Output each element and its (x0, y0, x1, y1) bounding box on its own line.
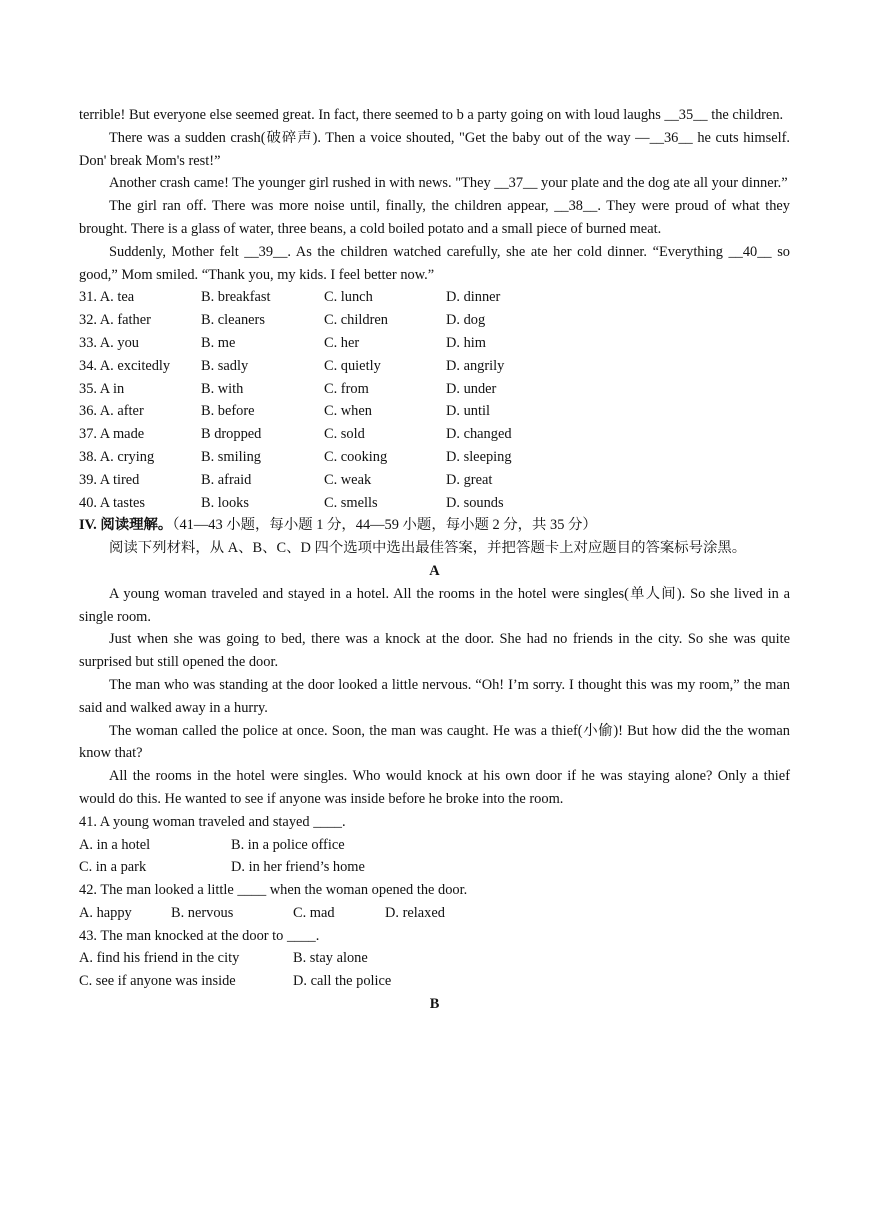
section-iv-instruction: 阅读下列材料，从 A、B、C、D 四个选项中选出最佳答案，并把答题卡上对应题目的答案标号涂黑。 (109, 540, 747, 557)
option-b: B. looks (201, 494, 249, 511)
option-c: C. cooking (324, 448, 388, 465)
answer-d: D. call the police (293, 973, 392, 990)
option-d: D. dinner (446, 289, 501, 306)
question-stem: 42. The man looked a little ____ when the woman opened the door. (79, 882, 468, 899)
option-row-37 (79, 423, 790, 446)
option-d: D. changed (446, 426, 512, 443)
option-row-35 (79, 378, 790, 401)
option-c: C. when (324, 403, 372, 420)
option-c: C. smells (324, 494, 378, 511)
section-iv-title: IV. 阅读理解。 (79, 517, 173, 534)
question-stem: 41. A young woman traveled and stayed ____. (79, 813, 346, 830)
option-c: C. children (324, 312, 388, 329)
cloze-passage-end (79, 104, 790, 286)
option-a: 37. A made (79, 426, 145, 443)
option-a: 32. A. father (79, 312, 151, 329)
option-row-40 (79, 492, 790, 515)
answer-a: A. in a hotel (79, 836, 151, 853)
answer-c: C. mad (293, 904, 335, 921)
option-a: 34. A. excitedly (79, 357, 171, 374)
question-stem: 43. The man knocked at the door to ____. (79, 927, 320, 944)
option-row-34 (79, 355, 790, 378)
option-d: D. until (446, 403, 490, 420)
passage-paragraph: The man who was standing at the door looked a little nervous. “Oh! I’m sorry. I thought this was my room,” the man said and walked away in a hurry. (79, 676, 790, 716)
option-b: B. with (201, 380, 244, 397)
option-a: 40. A tastes (79, 494, 145, 511)
question-43 (79, 925, 790, 993)
option-a: 31. A. tea (79, 289, 135, 306)
passage-a (79, 583, 790, 811)
passage-a-label: A (429, 562, 440, 579)
option-c: C. quietly (324, 357, 381, 374)
option-c: C. sold (324, 426, 365, 443)
option-b: B. cleaners (201, 312, 265, 329)
cloze-paragraph: Suddenly, Mother felt __39__. As the children watched carefully, she ate her cold dinner. “Everything __40__ so good,” Mom smiled. “Thank you, my kids. I feel better now.” (79, 243, 790, 283)
option-a: 36. A. after (79, 403, 144, 420)
option-b: B. before (201, 403, 255, 420)
answer-d: D. in her friend’s home (231, 859, 365, 876)
cloze-paragraph: The girl ran off. There was more noise until, finally, the children appear, __38__. They were proud of what they brought. There is a glass of water, three beans, a cold boiled potato and a small piece of burned meat. (79, 198, 790, 237)
option-b: B. afraid (201, 471, 252, 488)
passage-paragraph: The woman called the police at once. Soon, the man was caught. He was a thief(小偷)! But how did the the woman know that? (79, 722, 790, 762)
option-d: D. sleeping (446, 448, 512, 465)
answer-c: C. in a park (79, 859, 147, 876)
answer-b: B. nervous (171, 904, 234, 921)
option-b: B. sadly (201, 357, 249, 374)
answer-row (79, 856, 790, 879)
passage-paragraph: A young woman traveled and stayed in a hotel. All the rooms in the hotel were singles(单人间). So she lived in a single room. (79, 585, 790, 625)
answer-row (79, 902, 790, 925)
option-row-32 (79, 309, 790, 332)
answer-a: A. happy (79, 904, 132, 921)
cloze-paragraph: Another crash came! The younger girl rushed in with news. "They __37__ your plate and the dog ate all your dinner.” (109, 175, 788, 192)
answer-c: C. see if anyone was inside (79, 973, 236, 990)
option-d: D. him (446, 334, 486, 351)
option-a: 35. A in (79, 380, 125, 397)
question-42 (79, 879, 790, 925)
exam-page (79, 104, 790, 1016)
answer-row (79, 834, 790, 857)
question-41 (79, 811, 790, 879)
answer-b: B. in a police office (231, 836, 345, 853)
passage-b-label: B (429, 996, 440, 1013)
option-d: D. angrily (446, 357, 505, 374)
option-c: C. lunch (324, 289, 373, 306)
option-d: D. great (446, 471, 493, 488)
option-b: B. smiling (201, 448, 261, 465)
option-c: C. her (324, 334, 360, 351)
option-row-31 (79, 286, 790, 309)
option-row-33 (79, 332, 790, 355)
answer-d: D. relaxed (385, 904, 445, 921)
answer-b: B. stay alone (293, 950, 368, 967)
cloze-paragraph: There was a sudden crash(破碎声). Then a voice shouted, "Get the baby out of the way —__36__ he cuts himself. Don' break Mom's rest!” (79, 129, 790, 169)
option-row-38 (79, 446, 790, 469)
option-b: B. breakfast (201, 289, 271, 306)
option-b: B. me (201, 334, 236, 351)
answer-row (79, 970, 790, 993)
option-d: D. dog (446, 312, 486, 329)
option-row-39 (79, 469, 790, 492)
option-row-36 (79, 400, 790, 423)
option-a: 33. A. you (79, 334, 139, 351)
answer-row (79, 947, 790, 970)
section-iv-heading (79, 514, 790, 537)
passage-paragraph: All the rooms in the hotel were singles. Who would knock at his own door if he was staying alone? Only a thief would do this. He wanted to see if anyone was inside before he broke into the room. (79, 768, 790, 807)
passage-paragraph: Just when she was going to bed, there was a knock at the door. She had no friends in the city. So she was quite surprised but still opened the door. (79, 631, 790, 671)
option-b: B dropped (201, 426, 262, 443)
answer-a: A. find his friend in the city (79, 950, 240, 967)
option-d: D. under (446, 380, 497, 397)
option-a: 39. A tired (79, 471, 140, 488)
cloze-options (79, 286, 790, 514)
option-c: C. weak (324, 471, 372, 488)
option-d: D. sounds (446, 494, 504, 511)
option-a: 38. A. crying (79, 448, 155, 465)
option-c: C. from (324, 380, 369, 397)
cloze-paragraph: terrible! But everyone else seemed great. In fact, there seemed to b a party going on with loud laughs __35__ the children. (79, 107, 784, 123)
section-iv-scoring: （41—43 小题，每小题 1 分，44—59 小题，每小题 2 分，共 35 分） (172, 517, 597, 534)
